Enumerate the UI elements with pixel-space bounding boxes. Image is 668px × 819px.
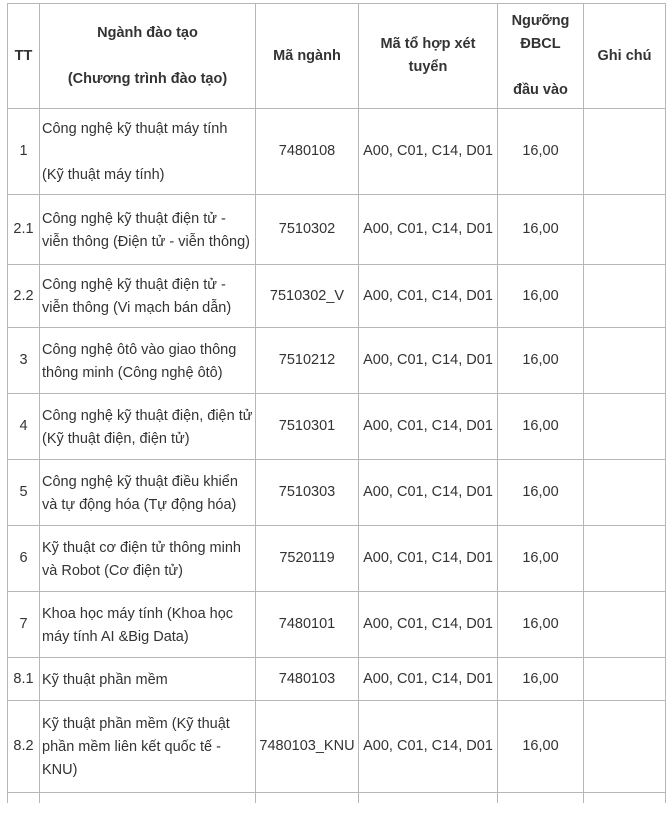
cell-combo: A00, C01, C14, D01: [359, 592, 498, 658]
cell-note: [584, 701, 666, 793]
cell-score: 16,00: [498, 265, 584, 328]
cell-score: 16,00: [498, 109, 584, 195]
cell-combo: A00, C01, C14, D01: [359, 328, 498, 394]
cell-name: Kỹ thuật cơ điện tử thông minh và Robot (Cơ điện tử): [40, 526, 256, 592]
col-header-nganh-line1: Ngành đào tạo: [97, 24, 198, 41]
cell-name: Công nghệ kỹ thuật điện tử - viễn thông (Điện tử - viễn thông): [40, 195, 256, 265]
cell-tt: 3: [8, 328, 40, 394]
col-header-nganh-line2: (Chương trình đào tạo): [67, 70, 228, 87]
cell-tt: 6: [8, 526, 40, 592]
cell-name: Công nghệ ôtô vào giao thông thông minh (Công nghệ ôtô): [40, 328, 256, 394]
cell-tt: 8.2: [8, 701, 40, 793]
table-row-partial: [8, 793, 666, 803]
cell-score: 16,00: [498, 658, 584, 701]
cell-score: 16,00: [498, 328, 584, 394]
cell-note: [584, 109, 666, 195]
cell-score: 16,00: [498, 526, 584, 592]
cell-code: 7480103_KNU: [256, 701, 359, 793]
table-row: [8, 195, 666, 265]
cell-note: [584, 460, 666, 526]
cell-note: [584, 328, 666, 394]
cell-note: [584, 265, 666, 328]
header-row: [8, 4, 666, 109]
cell-name: Công nghệ kỹ thuật điện tử - viễn thông (Vi mạch bán dẫn): [40, 265, 256, 328]
cell-code: 7480103: [256, 658, 359, 701]
table-row: [8, 701, 666, 793]
cell-combo: A00, C01, C14, D01: [359, 265, 498, 328]
cell-combo: A00, C01, C14, D01: [359, 658, 498, 701]
col-header-ghi-chu: Ghi chú: [584, 4, 666, 109]
col-header-nguong-line3: đầu vào: [513, 82, 568, 98]
cell-combo: A00, C01, C14, D01: [359, 109, 498, 195]
cell-tt: 1: [8, 109, 40, 195]
cell-code: 7480108: [256, 109, 359, 195]
table-row: [8, 265, 666, 328]
table-row: [8, 109, 666, 195]
cell-name: Công nghệ kỹ thuật điều khiển và tự động hóa (Tự động hóa): [40, 460, 256, 526]
cell-tt: 2.1: [8, 195, 40, 265]
table-row: [8, 328, 666, 394]
cell-note: [584, 195, 666, 265]
col-header-ma-nganh: Mã ngành: [256, 4, 359, 109]
cell-score: 16,00: [498, 592, 584, 658]
col-header-to-hop-line1: Mã tổ hợp xét: [380, 36, 476, 52]
col-header-nguong-line2: ĐBCL: [520, 36, 561, 52]
cell-code: 7510301: [256, 394, 359, 460]
table-row: [8, 526, 666, 592]
cell-score: 16,00: [498, 195, 584, 265]
col-header-to-hop-line2: tuyển: [408, 59, 448, 75]
cell-note: [584, 592, 666, 658]
table-row: [8, 592, 666, 658]
cell-name: Kỹ thuật phần mềm: [40, 658, 256, 701]
cell-note: [584, 658, 666, 701]
cell-tt: 5: [8, 460, 40, 526]
cell-code: 7510302: [256, 195, 359, 265]
cell-name: [40, 109, 256, 195]
col-header-nguong-line1: Ngưỡng: [511, 13, 570, 29]
admission-table: [7, 3, 666, 803]
cell-name-line1: Công nghệ kỹ thuật máy tính: [42, 121, 228, 137]
col-header-nganh: [40, 4, 256, 109]
cell-code: 7510212: [256, 328, 359, 394]
cell-code: 7520119: [256, 526, 359, 592]
cell-combo: A00, C01, C14, D01: [359, 195, 498, 265]
col-header-tt: TT: [8, 4, 40, 109]
cell-score: 16,00: [498, 394, 584, 460]
col-header-to-hop: [359, 4, 498, 109]
cell-name: Công nghệ kỹ thuật điện, điện tử (Kỹ thuật điện, điện tử): [40, 394, 256, 460]
cell-combo: A00, C01, C14, D01: [359, 394, 498, 460]
cell-tt: 2.2: [8, 265, 40, 328]
cell-score: 16,00: [498, 460, 584, 526]
cell-code: 7510302_V: [256, 265, 359, 328]
cell-combo: A00, C01, C14, D01: [359, 526, 498, 592]
cell-tt: 4: [8, 394, 40, 460]
table-row: [8, 394, 666, 460]
cell-score: 16,00: [498, 701, 584, 793]
col-header-nguong: [498, 4, 584, 109]
cell-code: 7510303: [256, 460, 359, 526]
table-row: [8, 658, 666, 701]
cell-note: [584, 394, 666, 460]
cell-name: Khoa học máy tính (Khoa học máy tính AI &Big Data): [40, 592, 256, 658]
cell-note: [584, 526, 666, 592]
cell-code: 7480101: [256, 592, 359, 658]
cell-tt: 8.1: [8, 658, 40, 701]
cell-tt: 7: [8, 592, 40, 658]
cell-name-line2: (Kỹ thuật máy tính): [42, 167, 165, 183]
table-row: [8, 460, 666, 526]
cell-name: Kỹ thuật phần mềm (Kỹ thuật phần mềm liên kết quốc tế - KNU): [40, 701, 256, 793]
cell-combo: A00, C01, C14, D01: [359, 460, 498, 526]
cell-combo: A00, C01, C14, D01: [359, 701, 498, 793]
